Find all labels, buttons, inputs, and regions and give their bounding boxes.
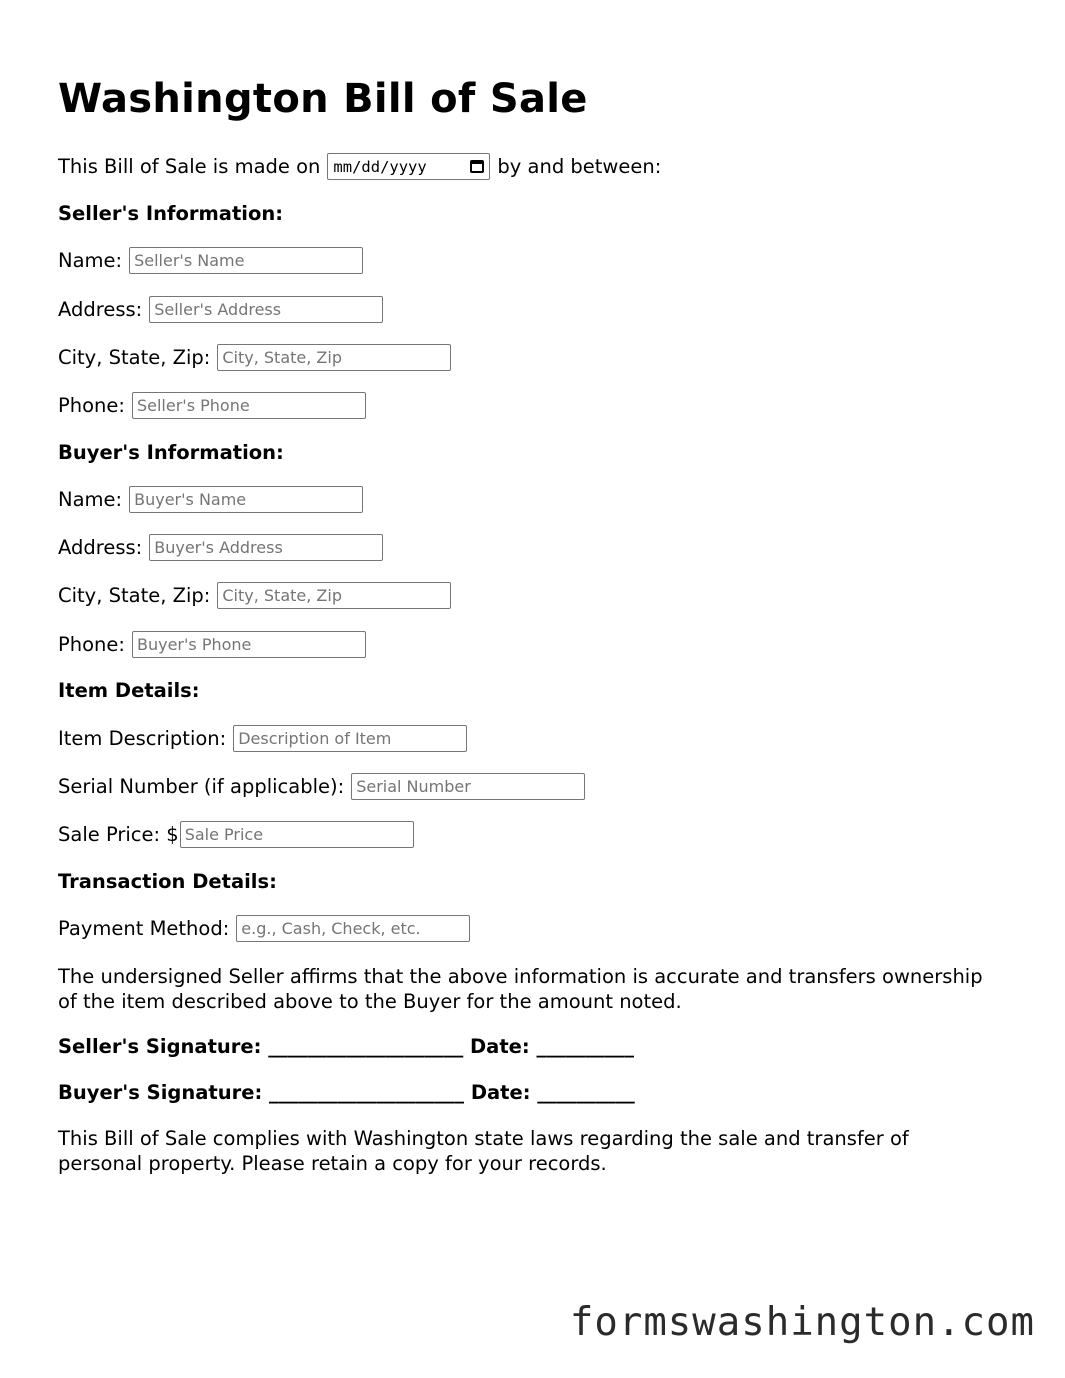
payment-method-row: [58, 915, 470, 942]
affirmation-text: The undersigned Seller affirms that the above information is accurate and transfers ownership of the item described above to the Buyer for the amount noted.: [58, 965, 983, 1013]
buyer-phone-input[interactable]: [132, 631, 366, 658]
item-description-label: Item Description:: [58, 726, 227, 750]
sale-price-label: Sale Price: $: [58, 822, 179, 846]
buyer-signature-line: Buyer's Signature: ____________________ Date: __________: [58, 1081, 635, 1104]
buyer-city-input[interactable]: [217, 582, 451, 609]
seller-address-label: Address:: [58, 297, 143, 321]
date-placeholder: mm/dd/yyyy: [333, 157, 427, 176]
item-description-input[interactable]: [233, 725, 467, 752]
buyer-phone-row: [58, 631, 366, 658]
buyer-address-input[interactable]: [149, 534, 383, 561]
sale-price-input[interactable]: [180, 821, 414, 848]
compliance-text: This Bill of Sale complies with Washington state laws regarding the sale and transfer of personal property. Please retain a copy for your records.: [58, 1127, 909, 1175]
seller-phone-input[interactable]: [132, 392, 366, 419]
sale-price-row: [58, 821, 414, 848]
buyer-city-row: [58, 582, 451, 609]
seller-address-row: [58, 296, 383, 323]
seller-name-row: [58, 247, 363, 274]
seller-name-input[interactable]: [129, 247, 363, 274]
seller-city-row: [58, 344, 451, 371]
buyer-heading: Buyer's Information:: [58, 441, 284, 464]
item-heading: Item Details:: [58, 679, 200, 702]
buyer-phone-label: Phone:: [58, 632, 125, 656]
seller-city-input[interactable]: [217, 344, 451, 371]
sale-date-input[interactable]: [327, 153, 490, 180]
intro-prefix: This Bill of Sale is made on: [58, 154, 321, 178]
serial-number-row: [58, 773, 585, 800]
buyer-name-input[interactable]: [129, 486, 363, 513]
item-description-row: [58, 725, 467, 752]
serial-number-label: Serial Number (if applicable):: [58, 774, 345, 798]
seller-signature-line: Seller's Signature: ____________________ Date: __________: [58, 1035, 634, 1058]
seller-phone-label: Phone:: [58, 393, 125, 417]
page-title: Washington Bill of Sale: [58, 76, 588, 122]
intro-line: [58, 153, 661, 180]
payment-method-input[interactable]: [236, 915, 470, 942]
transaction-heading: Transaction Details:: [58, 870, 277, 893]
buyer-name-row: [58, 486, 363, 513]
intro-suffix: by and between:: [497, 154, 662, 178]
seller-phone-row: [58, 392, 366, 419]
buyer-name-label: Name:: [58, 487, 123, 511]
seller-city-label: City, State, Zip:: [58, 345, 211, 369]
seller-name-label: Name:: [58, 248, 123, 272]
calendar-icon[interactable]: [470, 160, 484, 173]
serial-number-input[interactable]: [351, 773, 585, 800]
seller-address-input[interactable]: [149, 296, 383, 323]
buyer-address-label: Address:: [58, 535, 143, 559]
buyer-city-label: City, State, Zip:: [58, 583, 211, 607]
seller-heading: Seller's Information:: [58, 202, 284, 225]
buyer-address-row: [58, 534, 383, 561]
payment-method-label: Payment Method:: [58, 916, 230, 940]
site-watermark: formswashington.com: [569, 1300, 1035, 1345]
